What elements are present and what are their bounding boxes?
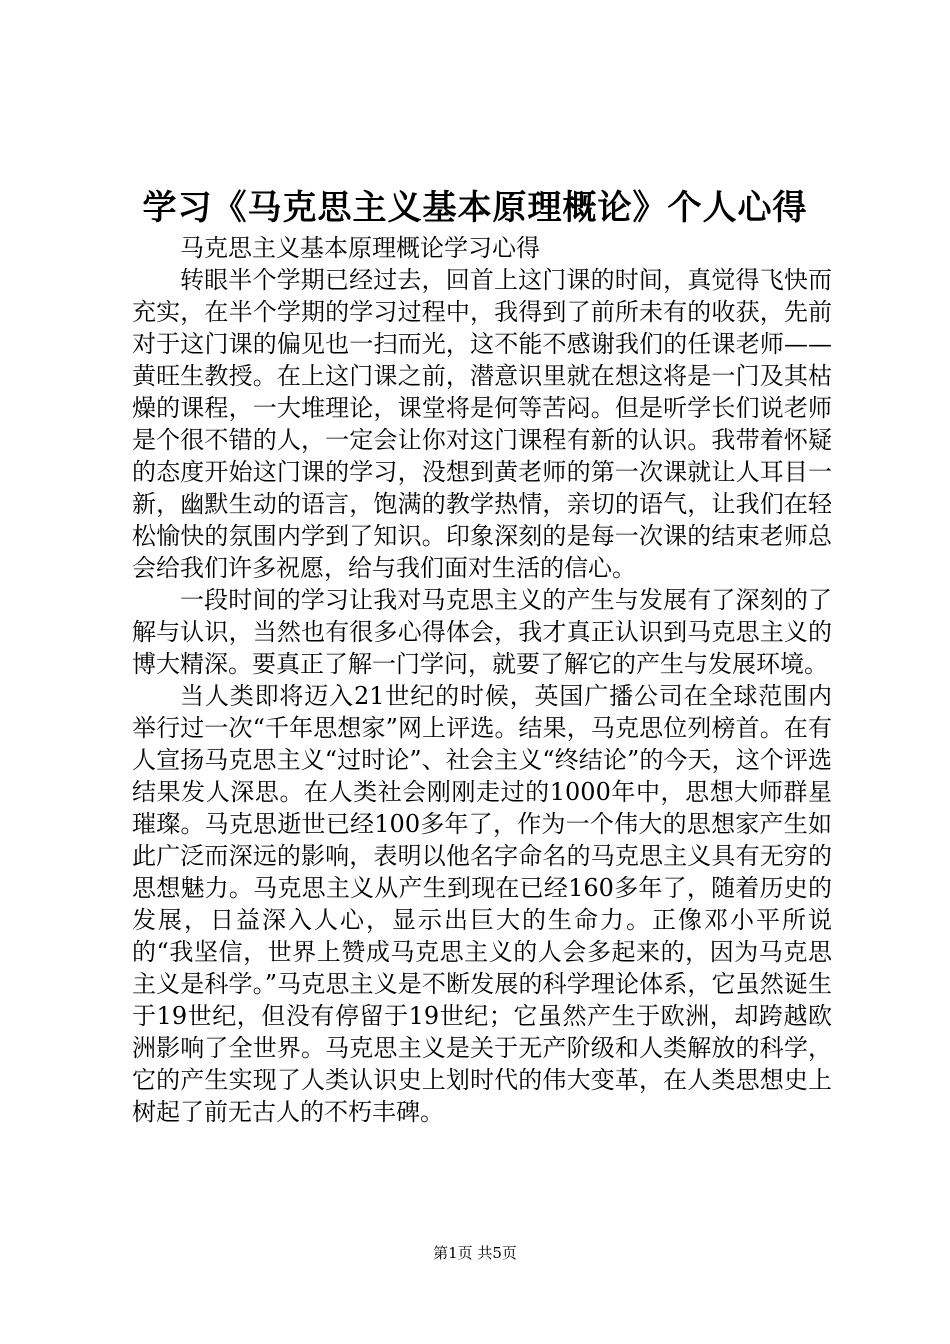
paragraph-subtitle: 马克思主义基本原理概论学习心得 bbox=[180, 234, 540, 262]
page-footer: 第1页 共5页 bbox=[433, 1244, 517, 1262]
document-title: 学习《马克思主义基本原理概论》个人心得 bbox=[142, 188, 808, 228]
paragraph: 转眼半个学期已经过去，回首上这门课的时间，真觉得飞快而充实，在半个学期的学习过程中，我得到了前所未有的收获，先前对于这门课的偏见也一扫而光，这不能不感谢我们的任课老师——黄旺生教授。在上这门课之前，潜意识里就在想这将是一门及其枯燥的课程，一大堆理论，课堂将是何等苦闷。但是听学长们说老师是个很不错的人，一定会让你对这门课程有新的认识。我带着怀疑的态度开始这门课的学习，没想到黄老师的第一次课就让人耳目一新，幽默生动的语言，饱满的教学热情，亲切的语气，让我们在轻松愉快的氛围内学到了知识。印象深刻的是每一次课的结束老师总会给我们许多祝愿，给与我们面对生活的信心。 bbox=[132, 266, 832, 582]
paragraph: 一段时间的学习让我对马克思主义的产生与发展有了深刻的了解与认识，当然也有很多心得体会，我才真正认识到马克思主义的博大精深。要真正了解一门学问，就要了解它的产生与发展环境。 bbox=[132, 586, 832, 678]
paragraph: 当人类即将迈入21世纪的时候，英国广播公司在全球范围内举行过一次“千年思想家”网上评选。结果，马克思位列榜首。在有人宣扬马克思主义“过时论”、社会主义“终结论”的今天，这个评选结果发人深思。在人类社会刚刚走过的1000年中，思想大师群星璀璨。马克思逝世已经100多年了，作为一个伟大的思想家产生如此广泛而深远的影响，表明以他名字命名的马克思主义具有无穷的思想魅力。马克思主义从产生到现在已经160多年了，随着历史的发展，日益深入人心，显示出巨大的生命力。正像邓小平所说的“我坚信，世界上赞成马克思主义的人会多起来的，因为马克思主义是科学。”马克思主义是不断发展的科学理论体系，它虽然诞生于19世纪，但没有停留于19世纪；它虽然产生于欧洲，却跨越欧洲影响了全世界。马克思主义是关于无产阶级和人类解放的科学，它的产生实现了人类认识史上划时代的伟大变革，在人类思想史上树起了前无古人的不朽丰碑。 bbox=[132, 682, 832, 1126]
document-body bbox=[132, 232, 832, 1128]
